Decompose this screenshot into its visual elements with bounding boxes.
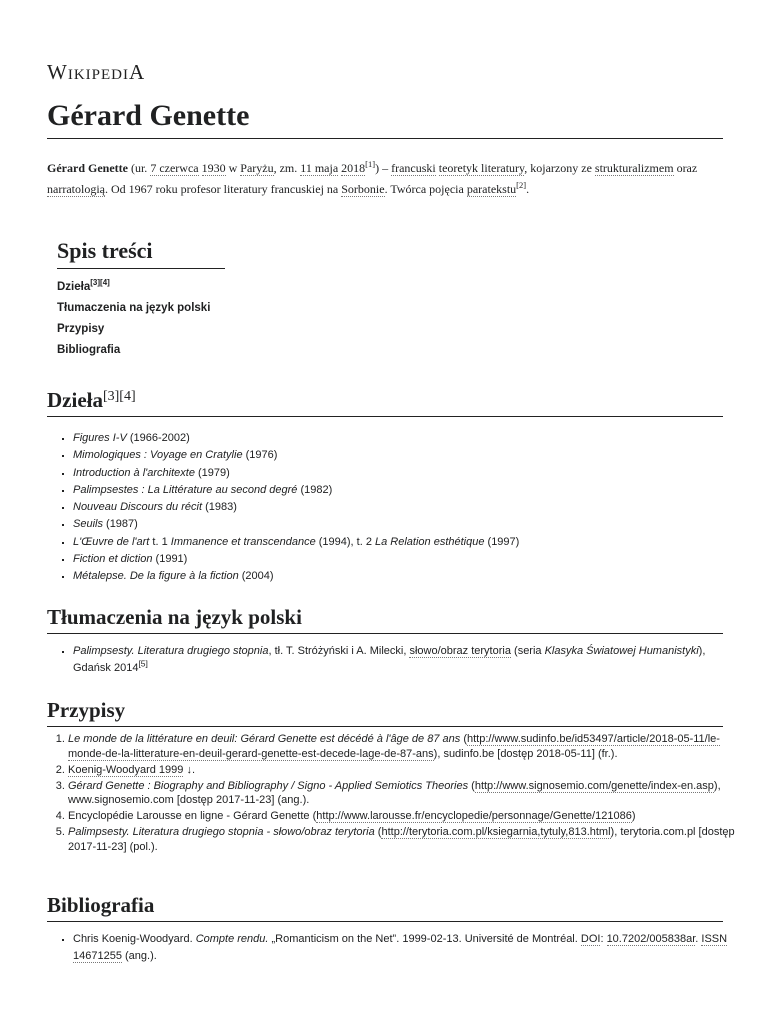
toc-item-label: Dzieła <box>57 281 91 293</box>
reference-item <box>68 763 739 778</box>
page-title: Gérard Genette <box>47 96 723 139</box>
intro-text: w <box>225 161 241 175</box>
reference-item: 5. Palimpsesty. Literatura drugiego stopnia - słowo/obraz terytoria (http://terytoria.com.pl/ksiegarnia,tytuly,813.html), terytoria.com.pl [dostęp 2017-11-23] (pol.). <box>68 825 739 854</box>
reference-link[interactable]: http://www.larousse.fr/encyclopedie/personnage/Genette/121086 <box>316 810 632 822</box>
work-title: Seuils <box>73 518 103 531</box>
work-title: Mimologiques : Voyage en Cratylie <box>73 449 243 462</box>
reference-text: ↓. <box>183 763 196 776</box>
work-volume: (1994), t. 2 <box>315 535 375 548</box>
wikipedia-logo[interactable] <box>47 60 145 85</box>
reference-item: 4. Encyclopédie Larousse en ligne - Gérard Genette (http://www.larousse.fr/encyclopedie/personnage/Genette/121086) <box>68 809 739 824</box>
toc-item-translations[interactable] <box>57 298 225 319</box>
list-item <box>73 499 741 516</box>
intro-subject-name: Gérard Genette <box>47 161 128 175</box>
translation-series: Klasyka Światowej Humanistyki <box>544 645 699 657</box>
bibliography-text: . <box>695 933 702 945</box>
intro-text: , kojarzony ze <box>524 161 595 175</box>
list-item <box>73 568 741 585</box>
link-narratology[interactable]: narratologią <box>47 182 105 196</box>
work-years: (1987) <box>102 518 138 531</box>
list-item <box>73 430 741 447</box>
bibliography-text: „Romanticism on the Net”. 1999-02-13. Université de Montréal. <box>268 933 581 945</box>
heading-refs[interactable]: [3][4] <box>102 389 136 404</box>
list-item <box>73 551 741 568</box>
reference-link[interactable]: http://www.sudinfo.be/id53497/article/2018-05-11/le-monde-de-la-litterature-en-deuil-gerard-genette-est-decede-lage-de-87-ans <box>68 733 720 760</box>
intro-text: . <box>526 182 530 196</box>
link-birth-year[interactable]: 1930 <box>201 161 226 175</box>
reference-title: Le monde de la littérature en deuil: Gérard Genette est décédé à l'âge de 87 ans <box>68 733 461 745</box>
intro-text: , zm. <box>273 161 301 175</box>
translation-text: ), Gdańsk 2014 <box>73 645 706 675</box>
reference-title: Palimpsesty. Literatura drugiego stopnia - słowo/obraz terytoria <box>68 826 375 838</box>
section-heading-works <box>47 386 723 417</box>
link-death-date[interactable]: 11 maja <box>300 161 339 175</box>
intro-text: oraz <box>673 161 698 175</box>
list-item <box>73 643 741 678</box>
toc-item-refs: [3][4] <box>90 278 110 288</box>
toc-item-references[interactable] <box>57 319 225 340</box>
list-item <box>73 447 741 464</box>
reference-title: Gérard Genette : Biography and Bibliography / Signo - Applied Semiotics Theories <box>68 779 469 792</box>
ref-1[interactable]: [1] <box>365 159 376 169</box>
section-heading-references: Przypisy <box>47 696 723 727</box>
link-death-year[interactable]: 2018 <box>341 161 366 175</box>
work-title: Introduction à l'architexte <box>73 466 195 479</box>
work-years: (1966-2002) <box>126 432 190 444</box>
toc-item-label: Tłumaczenia na język polski <box>57 302 211 314</box>
work-years: (1997) <box>484 535 520 548</box>
section-heading-bibliography: Bibliografia <box>47 891 723 922</box>
references-list <box>52 732 739 856</box>
work-years: (2004) <box>238 570 274 583</box>
work-years: (1979) <box>194 466 230 479</box>
link-sorbonne[interactable]: Sorbonie <box>341 182 385 196</box>
logo-letter-last: A <box>128 60 146 84</box>
work-title: Palimpsestes : La Littérature au second degré <box>73 483 298 496</box>
reference-text: , www.signosemio.com [dostęp 2017-11-23] (ang.). <box>68 779 721 806</box>
reference-text: , sudinfo.be [dostęp 2018-05-11] (fr.). <box>437 747 618 760</box>
reference-link[interactable]: http://terytoria.com.pl/ksiegarnia,tytuly,813.html <box>381 826 611 838</box>
link-issn-label[interactable]: ISSN <box>701 933 728 945</box>
list-item <box>73 482 741 499</box>
logo-letters-middle: IKIPEDI <box>67 67 129 83</box>
intro-text: (ur. <box>127 161 151 175</box>
section-heading-translations: Tłumaczenia na język polski <box>47 603 723 634</box>
toc-item-label: Bibliografia <box>57 344 121 356</box>
list-item <box>73 931 741 966</box>
translation-text: (seria <box>510 645 545 657</box>
link-paratext[interactable]: paratekstu <box>466 182 517 196</box>
work-title: La Relation esthétique <box>375 535 485 548</box>
reference-title: Encyclopédie Larousse en ligne - Gérard Genette <box>68 810 310 822</box>
work-years: (1976) <box>242 449 278 462</box>
reference-link[interactable]: http://www.signosemio.com/genette/index-en.asp <box>474 779 714 792</box>
work-title: Figures I-V <box>73 432 127 444</box>
toc-item-label: Przypisy <box>57 323 105 335</box>
intro-text: . Od 1967 roku profesor literatury francuskiej na <box>104 182 342 196</box>
toc-item-works[interactable] <box>57 277 225 298</box>
list-item <box>73 465 741 482</box>
translation-title: Palimpsesty. Literatura drugiego stopnia <box>73 645 269 657</box>
link-doi[interactable]: 10.7202/005838ar <box>606 933 696 945</box>
works-list <box>55 430 741 586</box>
link-profession[interactable]: teoretyk literatury <box>438 161 525 175</box>
intro-text: . Twórca pojęcia <box>384 182 467 196</box>
intro-text: ) – <box>375 161 392 175</box>
toc-list <box>57 277 225 361</box>
link-birth-place[interactable]: Paryżu <box>240 161 274 175</box>
work-years: (1982) <box>297 483 333 496</box>
link-structuralism[interactable]: strukturalizmem <box>594 161 674 175</box>
bibliography-title: Compte rendu. <box>195 933 269 945</box>
reference-item: 1. Le monde de la littérature en deuil: Gérard Genette est décédé à l'âge de 87 ans (http://www.sudinfo.be/id53497/article/2018-05-11/le-monde-de-la-litterature-en-deuil-gerard-genette-est-decede-lage-de-87-ans), sudinfo.be [dostęp 2018-05-11] (fr.). <box>68 732 739 761</box>
heading-text: Dzieła <box>47 388 103 412</box>
translation-text: , tł. T. Stróżyński i A. Milecki, <box>268 645 410 657</box>
work-title: Nouveau Discours du récit <box>73 501 203 514</box>
toc-title: Spis treści <box>57 238 225 269</box>
ref-5[interactable]: [5] <box>138 658 148 669</box>
toc-item-bibliography[interactable] <box>57 340 225 361</box>
translations-list <box>55 643 741 678</box>
work-title: Métalepse. De la figure à la fiction <box>73 570 239 583</box>
bibliography-text: Chris Koenig-Woodyard. <box>73 933 196 945</box>
work-years: (1983) <box>202 501 237 514</box>
reference-link[interactable]: Koenig-Woodyard 1999 <box>68 763 184 776</box>
link-publisher[interactable]: słowo/obraz terytoria <box>409 645 511 657</box>
work-title: L'Œuvre de l'art <box>73 535 150 548</box>
logo-letter-first: W <box>47 60 68 84</box>
ref-2[interactable]: [2] <box>516 180 527 190</box>
link-doi-label[interactable]: DOI <box>580 933 601 945</box>
link-nationality[interactable]: francuski <box>391 161 436 175</box>
bibliography-list <box>55 931 741 966</box>
work-volume: t. 1 <box>149 535 171 548</box>
list-item <box>73 534 741 551</box>
link-birth-date[interactable]: 7 czerwca <box>150 161 199 175</box>
table-of-contents <box>57 238 225 361</box>
reference-text: , terytoria.com.pl [dostęp 2017-11-23] (pol.). <box>68 826 735 853</box>
list-item <box>73 516 741 533</box>
work-title: Immanence et transcendance <box>170 535 316 548</box>
bibliography-text: : <box>600 933 607 945</box>
link-issn[interactable]: 14671255 <box>73 950 122 963</box>
intro-paragraph <box>47 158 723 200</box>
bibliography-text: (ang.). <box>121 950 157 963</box>
reference-item: 3. Gérard Genette : Biography and Bibliography / Signo - Applied Semiotics Theories (http://www.signosemio.com/genette/index-en.asp), www.signosemio.com [dostęp 2017-11-23] (ang.). <box>68 779 739 808</box>
work-title: Fiction et diction <box>73 553 153 566</box>
work-years: (1991) <box>152 553 188 566</box>
